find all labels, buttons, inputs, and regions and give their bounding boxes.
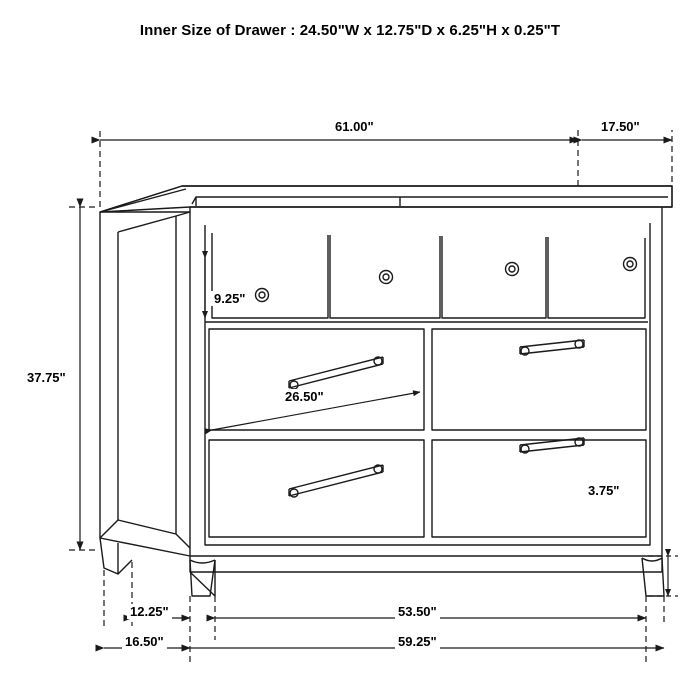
dimension-drawer-height: 9.25" <box>211 291 248 306</box>
drawer-knob <box>256 258 637 302</box>
dimension-front-width: 53.50" <box>395 604 440 619</box>
page-title: Inner Size of Drawer : 24.50"W x 12.75"D x 6.25"H x 0.25"T <box>139 22 561 39</box>
dimension-top-depth: 17.50" <box>598 119 643 134</box>
dresser-body <box>100 186 672 596</box>
dimension-drawer-width: 26.50" <box>282 389 327 404</box>
dimension-top-width: 61.00" <box>332 119 377 134</box>
dimension-overall-width: 59.25" <box>395 634 440 649</box>
dimension-leg-height: 3.75" <box>585 483 622 498</box>
dimension-height: 37.75" <box>24 370 69 385</box>
dimension-base-depth: 16.50" <box>122 634 167 649</box>
dimension-foot-offset: 12.25" <box>127 604 172 619</box>
